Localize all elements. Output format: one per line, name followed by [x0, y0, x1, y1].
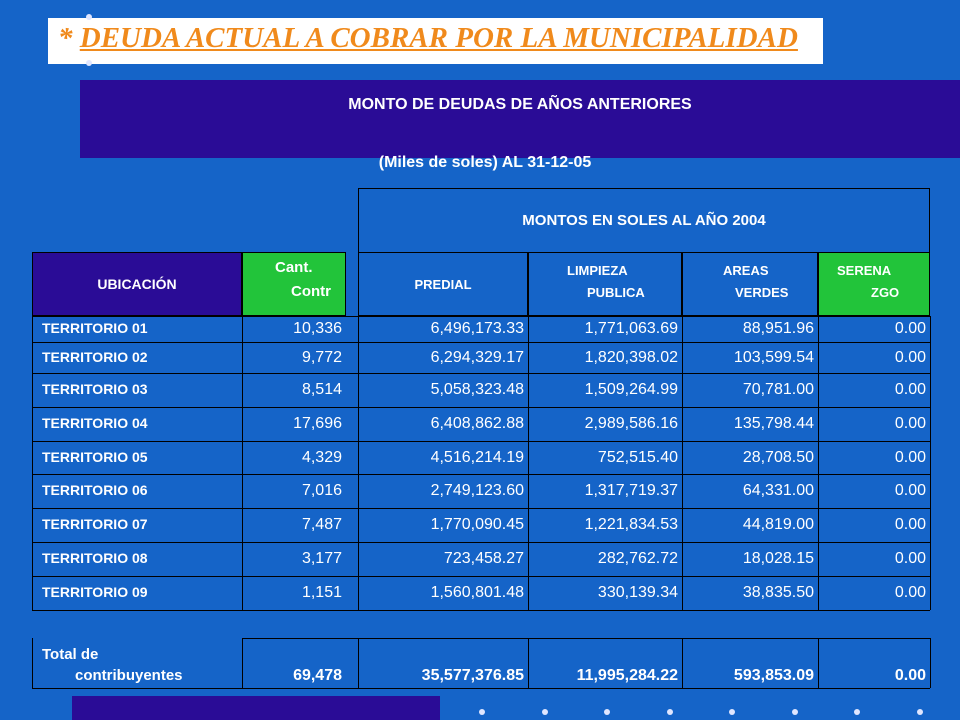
bullet-dot — [86, 14, 92, 20]
banner — [80, 80, 960, 158]
bullet-dot — [917, 709, 923, 715]
cell-cant: 10,336 — [293, 320, 342, 337]
cell-areas: 88,951.96 — [742, 320, 814, 337]
row-ubicacion: TERRITORIO 04 — [42, 415, 148, 431]
row-ubicacion: TERRITORIO 01 — [42, 320, 148, 336]
cell-serena: 0.00 — [894, 349, 926, 366]
cell-areas: 28,708.50 — [742, 449, 814, 466]
cell-limpieza: 282,762.72 — [597, 550, 678, 567]
cell-limpieza: 1,820,398.02 — [584, 349, 678, 366]
row-ubicacion: TERRITORIO 08 — [42, 550, 148, 566]
cell-predial: 6,408,862.88 — [430, 415, 524, 432]
cell-serena: 0.00 — [894, 415, 926, 432]
cell-cant: 9,772 — [301, 349, 342, 366]
grid-line — [32, 576, 930, 577]
grid-line — [32, 542, 930, 543]
row-ubicacion: TERRITORIO 07 — [42, 516, 148, 532]
banner-title: MONTO DE DEUDAS DE AÑOS ANTERIORES — [348, 96, 692, 113]
grid-line — [930, 638, 931, 688]
grid-line — [32, 342, 930, 343]
total-cant: 69,478 — [293, 667, 342, 684]
row-ubicacion: TERRITORIO 02 — [42, 349, 148, 365]
cell-serena: 0.00 — [894, 381, 926, 398]
grid-line — [32, 316, 33, 610]
cell-predial: 5,058,323.48 — [430, 381, 524, 398]
grid-line — [32, 373, 930, 374]
grid-line — [682, 638, 683, 688]
cell-areas: 44,819.00 — [742, 516, 814, 533]
cell-predial: 2,749,123.60 — [430, 482, 524, 499]
cell-cant: 3,177 — [301, 550, 342, 567]
grid-line — [528, 638, 529, 688]
row-ubicacion: TERRITORIO 09 — [42, 584, 148, 600]
col-header-predial: PREDIAL — [358, 252, 528, 316]
cell-serena: 0.00 — [894, 320, 926, 337]
grid-line — [32, 316, 930, 317]
cell-serena: 0.00 — [894, 550, 926, 567]
grid-line — [528, 316, 529, 610]
bullet-dot — [542, 709, 548, 715]
cell-predial: 1,770,090.45 — [430, 516, 524, 533]
cell-cant: 7,487 — [301, 516, 342, 533]
grid-line — [818, 316, 819, 610]
col-header-limpieza: LIMPIEZA PUBLICA — [528, 252, 682, 316]
cell-areas: 135,798.44 — [733, 415, 814, 432]
bullet-dot — [479, 709, 485, 715]
col-header-cant: Cant. Contr — [242, 252, 346, 316]
cell-predial: 723,458.27 — [443, 550, 524, 567]
cell-limpieza: 1,221,834.53 — [584, 516, 678, 533]
grid-line — [32, 638, 33, 688]
bullet-dot — [729, 709, 735, 715]
total-label-line2: contribuyentes — [75, 667, 183, 684]
grid-line — [32, 474, 930, 475]
total-label-line1: Total de — [42, 646, 99, 663]
row-ubicacion: TERRITORIO 06 — [42, 482, 148, 498]
cell-limpieza: 1,771,063.69 — [584, 320, 678, 337]
grid-line — [358, 316, 359, 610]
row-ubicacion: TERRITORIO 03 — [42, 381, 148, 397]
cell-areas: 38,835.50 — [742, 584, 814, 601]
row-ubicacion: TERRITORIO 05 — [42, 449, 148, 465]
grid-line — [682, 316, 683, 610]
cell-serena: 0.00 — [894, 449, 926, 466]
cell-predial: 1,560,801.48 — [430, 584, 524, 601]
grid-line — [930, 316, 931, 610]
group-header: MONTOS EN SOLES AL AÑO 2004 — [358, 188, 930, 252]
cell-cant: 7,016 — [301, 482, 342, 499]
cell-limpieza: 752,515.40 — [597, 449, 678, 466]
total-serena: 0.00 — [894, 667, 926, 684]
grid-line — [358, 638, 359, 688]
cell-predial: 6,294,329.17 — [430, 349, 524, 366]
cell-serena: 0.00 — [894, 482, 926, 499]
col-header-ubicacion: UBICACIÓN — [32, 252, 242, 316]
bullet-dot — [792, 709, 798, 715]
cell-areas: 18,028.15 — [742, 550, 814, 567]
cell-cant: 8,514 — [301, 381, 342, 398]
cell-limpieza: 2,989,586.16 — [584, 415, 678, 432]
cell-predial: 4,516,214.19 — [430, 449, 524, 466]
col-header-serena: SERENA ZGO — [818, 252, 930, 316]
cell-limpieza: 1,509,264.99 — [584, 381, 678, 398]
bottom-bar — [72, 696, 440, 720]
cell-serena: 0.00 — [894, 516, 926, 533]
grid-line — [32, 508, 930, 509]
grid-line — [242, 316, 243, 610]
subtitle: (Miles de soles) AL 31-12-05 — [378, 154, 592, 171]
total-limpieza: 11,995,284.22 — [576, 667, 678, 684]
col-header-areas: AREAS VERDES — [682, 252, 818, 316]
total-predial: 35,577,376.85 — [421, 667, 524, 684]
total-areas: 593,853.09 — [733, 667, 814, 684]
grid-line — [32, 610, 930, 611]
grid-line — [32, 407, 930, 408]
grid-line — [32, 441, 930, 442]
cell-cant: 17,696 — [293, 415, 342, 432]
bullet-dot — [667, 709, 673, 715]
cell-areas: 70,781.00 — [742, 381, 814, 398]
cell-limpieza: 1,317,719.37 — [584, 482, 678, 499]
bullet-dot — [86, 60, 92, 66]
cell-areas: 64,331.00 — [742, 482, 814, 499]
bullet-dot — [854, 709, 860, 715]
bullet-dot — [604, 709, 610, 715]
grid-line — [242, 638, 930, 639]
cell-serena: 0.00 — [894, 584, 926, 601]
cell-cant: 1,151 — [301, 584, 342, 601]
page-title: * DEUDA ACTUAL A COBRAR POR LA MUNICIPALIDAD — [58, 22, 798, 54]
cell-cant: 4,329 — [301, 449, 342, 466]
cell-limpieza: 330,139.34 — [597, 584, 678, 601]
cell-areas: 103,599.54 — [733, 349, 814, 366]
grid-line — [242, 638, 243, 688]
cell-predial: 6,496,173.33 — [430, 320, 524, 337]
grid-line — [32, 688, 930, 689]
grid-line — [818, 638, 819, 688]
